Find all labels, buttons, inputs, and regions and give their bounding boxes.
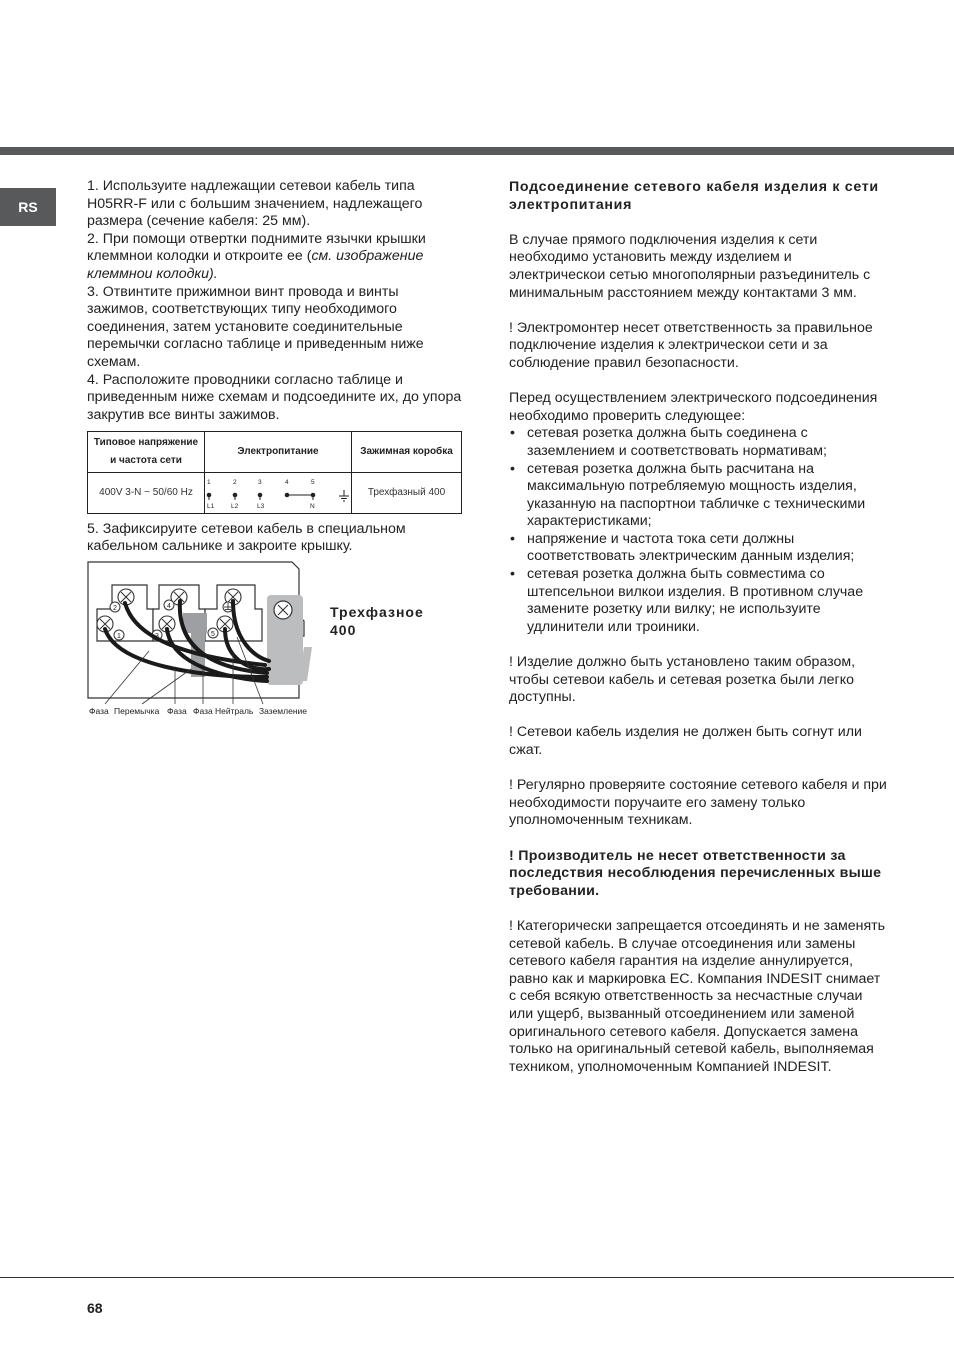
language-tab: RS xyxy=(0,188,56,226)
terminal-number: 1 xyxy=(207,478,211,486)
list-item: • сетевая розетка должна быть совместима со штепсельнои вилкои изделия. В противном случае замените розетку или вилку; не используите удлинители или троиники. xyxy=(509,566,889,636)
list-item: • напряжение и частота тока сети должны соответствовать электрическим данным изделия; xyxy=(509,531,889,566)
terminal-number: 5 xyxy=(211,631,215,638)
diagram-legend xyxy=(87,706,317,720)
list-item: • сетевая розетка должна быть соединена с заземлением и соответствовать нормативам; xyxy=(509,425,889,460)
page-number: 68 xyxy=(87,1300,103,1316)
label-jumper: Перемычка xyxy=(114,706,160,716)
header-power: Электропитание xyxy=(205,432,352,472)
warning-paragraph: ! Изделие должно быть установлено таким образом, чтобы сетевои кабель и сетевая розетка были легко доступны. xyxy=(509,654,856,706)
label-phase: Фаза xyxy=(193,706,213,716)
terminal-number: 3 xyxy=(155,633,159,640)
terminal-number: 1 xyxy=(117,633,121,640)
cell-terminal-diagram xyxy=(205,472,352,513)
instruction-step-3: 3. Отвинтите прижимнои винт провода и винты зажимов, соответствующих типу необходимого соединения, затем установите соединительные перемычки согласно таблице и приведенным ниже схемам. xyxy=(87,283,424,370)
cell-voltage: 400V 3-N ~ 50/60 Hz xyxy=(88,472,205,513)
requirements-list xyxy=(509,425,889,636)
label-ground: Заземление xyxy=(259,706,307,716)
instruction-step-5: 5. Зафиксируите сетевои кабель в специальном кабельном сальнике и закроите крышку. xyxy=(87,520,406,555)
left-column xyxy=(87,178,463,556)
warning-paragraph: ! Регулярно проверяите состояние сетевого кабеля и при необходимости поручаите его замену только уполномоченным техникам. xyxy=(509,777,887,829)
paragraph: В случае прямого подключения изделия к сети необходимо установить между изделием и электрическои сетью многополярныи разъединитель с минимальным расстоянием между контактами 3 мм. xyxy=(509,231,871,301)
terminal-label: L3 xyxy=(257,502,265,510)
instruction-step-2 xyxy=(87,231,463,284)
header-terminal-box: Зажимная коробка xyxy=(352,432,462,472)
terminal-number: 5 xyxy=(311,478,315,486)
label-phase: Фаза xyxy=(167,706,187,716)
header-bar xyxy=(0,147,954,155)
terminal-number: 3 xyxy=(258,478,262,486)
warning-paragraph: ! Электромонтер несет ответственность за правильное подключение изделия к электрическои сети и за соблюдение правил безопасности. xyxy=(509,319,873,371)
terminal-label: N xyxy=(310,502,315,510)
terminal-strip-diagram xyxy=(205,474,351,512)
header-voltage: Типовое напряжение и частота сети xyxy=(88,432,205,472)
section-heading: Подсоединение сетевого кабеля изделия к сети электропитания xyxy=(509,179,879,213)
instruction-step-1: 1. Используите надлежащии сетевои кабель типа H05RR-F или с большим значением, надлежащего размера (сечение кабеля: 25 мм). xyxy=(87,178,423,230)
list-item: • сетевая розетка должна быть расчитана на максимальную потребляемую мощность изделия, указанную на паспортнои табличке с техническими характеристиками; xyxy=(509,461,889,531)
label-neutral: Нейтраль xyxy=(215,706,254,716)
instruction-step-4: 4. Расположите проводники согласно таблице и приведенным ниже схемам и подсоедините их, до упора закрутив все винты зажимов. xyxy=(87,371,462,423)
table-row xyxy=(88,472,462,513)
diagram-caption xyxy=(330,603,450,639)
terminal-number: 4 xyxy=(285,478,289,486)
terminal-number: 2 xyxy=(233,478,237,486)
warning-paragraph: ! Категорически запрещается отсоединять и не заменять сетевой кабель. В случае отсоединения или замены сетевого кабеля гарантия на изделие аннулируется, равно как и маркировка ЕС. Компания INDESIT снимает с себя всякую ответственность за несчастные случаи или ущерб, вызванный отсоединением или заменой оригинального сетевого кабеля. Допускается замена только на оригинальный сетевой кабель, выполняемая техником, уполномоченным Компанией INDESIT. xyxy=(509,917,886,1075)
table-header-row xyxy=(88,432,462,472)
step-2-reference: см. изображение клеммнои колодки). xyxy=(87,248,424,282)
connection-table xyxy=(87,431,462,513)
terminal-number: 2 xyxy=(113,605,117,612)
paragraph: Перед осуществлением электрического подсоединения необходимо проверить следующее: xyxy=(509,390,878,424)
footer-rule xyxy=(0,1277,954,1278)
label-phase: Фаза xyxy=(89,706,109,716)
right-column xyxy=(509,179,889,1076)
terminal-label: L2 xyxy=(231,502,239,510)
warning-paragraph: ! Сетевои кабель изделия не должен быть согнут или сжат. xyxy=(509,724,862,758)
diagram-caption-text: Трехфазное 400 xyxy=(330,604,424,638)
terminal-block-illustration xyxy=(87,561,317,706)
liability-notice: ! Производитель не несет ответственности за последствия несоблюдения перечисленных выше требовании. xyxy=(509,847,882,899)
cell-terminal-box: Трехфазный 400 xyxy=(352,472,462,513)
terminal-label: L1 xyxy=(207,502,215,510)
wiring-diagram xyxy=(87,561,317,721)
step-2-text: 2. При помощи отвертки поднимите язычки крышки клеммнои колодки и откроите ее ( xyxy=(87,230,426,265)
terminal-number: 4 xyxy=(167,603,171,610)
